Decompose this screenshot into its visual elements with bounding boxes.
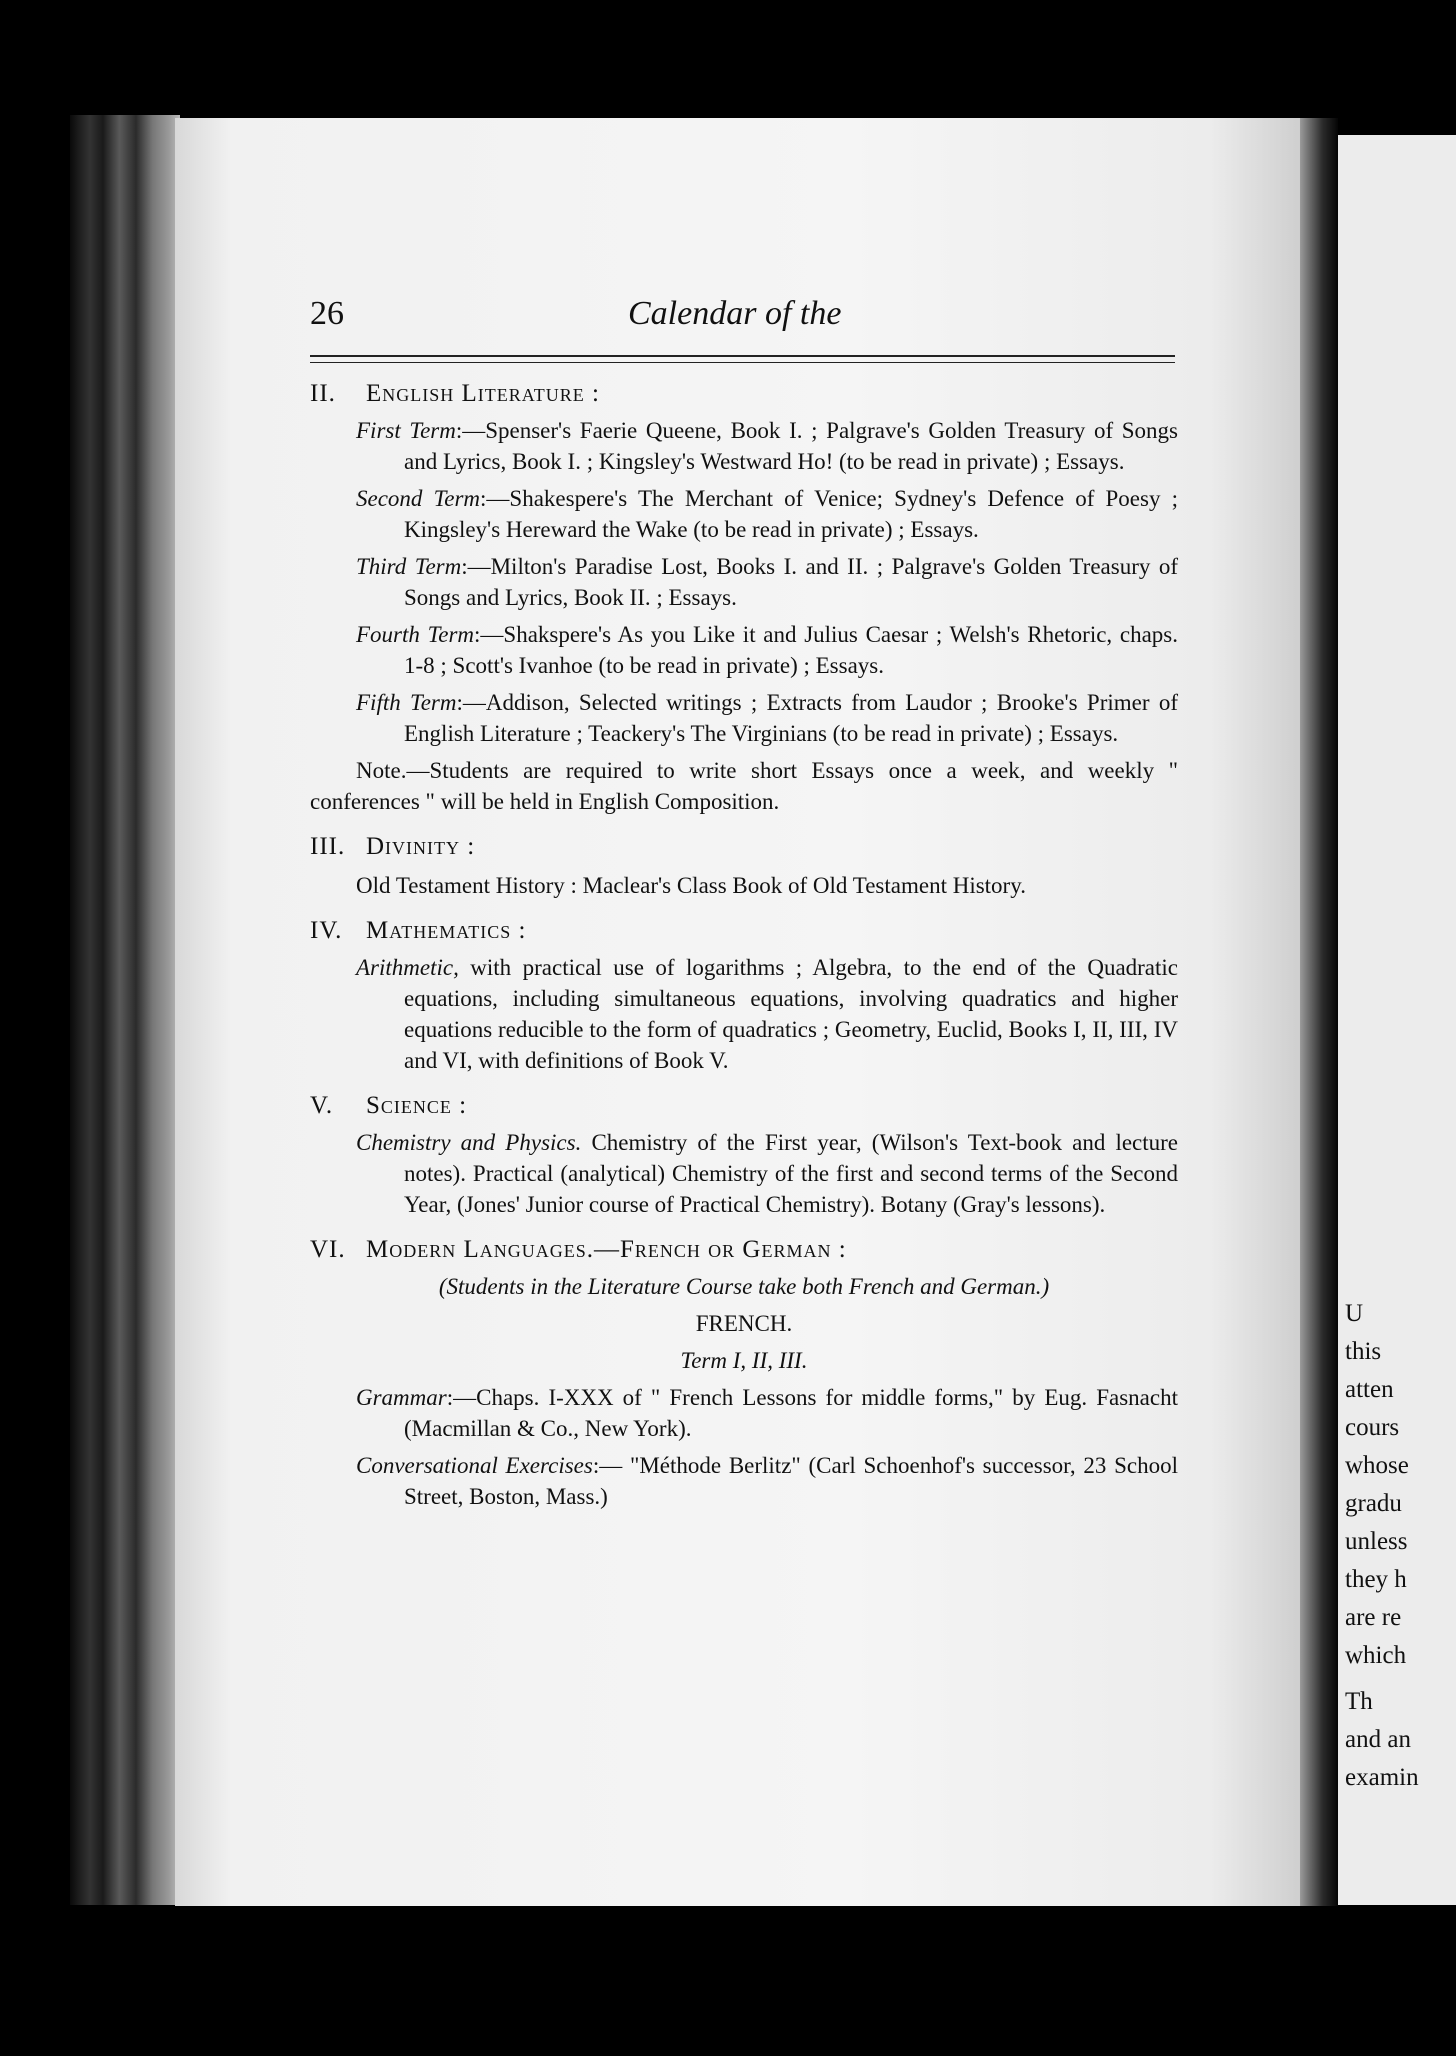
- french-conversational: Conversational Exercises:— "Méthode Berlitz" (Carl Schoenhof's successor, 23 School Street, Boston, Mass.): [356, 1453, 1178, 1509]
- right-page-fragment: are re: [1345, 1604, 1402, 1631]
- header-rule: [310, 355, 1175, 357]
- right-page-fragment: gradu: [1345, 1490, 1402, 1517]
- english-third-term: Third Term:—Milton's Paradise Lost, Books I. and II. ; Palgrave's Golden Treasury of Songs and Lyrics, Book II. ; Essays.: [356, 554, 1178, 610]
- french-grammar: Grammar:—Chaps. I-XXX of " French Lessons for middle forms," by Eug. Fasnacht (Macmillan & Co., New York).: [356, 1385, 1178, 1441]
- section-heading-divinity: III. Divinity :: [310, 833, 476, 860]
- right-page-fragment: cours: [1345, 1414, 1400, 1441]
- section-heading-english: II. English Literature :: [310, 380, 600, 407]
- page-header: [310, 295, 1180, 345]
- right-page-fragment: they h: [1345, 1566, 1407, 1593]
- french-term-heading: Term I, II, III.: [680, 1348, 808, 1373]
- page-body: [310, 378, 1178, 1512]
- page-number: 26: [310, 295, 344, 332]
- right-page-fragment: examin: [1345, 1764, 1419, 1791]
- science-text: Chemistry and Physics. Chemistry of the First year, (Wilson's Text-book and lecture notes). Practical (analytical) Chemistry of the first and second terms of the Second Year, (Jones' Junior course of Practical Chemistry). Botany (Gray's lessons).: [356, 1130, 1179, 1217]
- right-page-fragment: atten: [1345, 1376, 1394, 1403]
- right-page-fragment: which: [1345, 1642, 1407, 1669]
- right-page-fragment: this: [1345, 1338, 1382, 1365]
- english-first-term: First Term:—Spenser's Faerie Queene, Book I. ; Palgrave's Golden Treasury of Songs and Lyrics, Book I. ; Kingsley's Westward Ho! (to be read in private) ; Essays.: [356, 418, 1178, 474]
- english-note: Note.—Students are required to write short Essays once a week, and weekly " conferences " will be held in English Composition.: [310, 758, 1178, 814]
- running-title: Calendar of the: [628, 295, 842, 332]
- right-page-fragment: Th: [1345, 1688, 1373, 1715]
- section-heading-mathematics: IV. Mathematics :: [310, 917, 527, 944]
- french-heading: FRENCH.: [695, 1311, 793, 1336]
- section-heading-science: V. Science :: [310, 1092, 468, 1119]
- book-spine: [70, 115, 180, 1905]
- english-fourth-term: Fourth Term:—Shakspere's As you Like it and Julius Caesar ; Welsh's Rhetoric, chaps. 1-8 ; Scott's Ivanhoe (to be read in private) ; Essays.: [356, 622, 1179, 678]
- english-second-term: Second Term:—Shakespere's The Merchant of Venice; Sydney's Defence of Poesy ; Kingsley's Hereward the Wake (to be read in private) ; Essays.: [356, 486, 1178, 542]
- section-heading-languages: VI. Modern Languages.—French or German :: [310, 1236, 847, 1263]
- english-fifth-term: Fifth Term:—Addison, Selected writings ; Extracts from Laudor ; Brooke's Primer of English Literature ; Teackery's The Virginians (to be read in private) ; Essays.: [356, 690, 1178, 746]
- header-rule-thin: [310, 362, 1175, 363]
- right-page-fragment: and an: [1345, 1726, 1411, 1753]
- right-page-fragment: whose: [1345, 1452, 1409, 1479]
- right-page-fragment: unless: [1345, 1528, 1408, 1555]
- languages-students-note: (Students in the Literature Course take both French and German.): [438, 1274, 1050, 1299]
- divinity-text: Old Testament History : Maclear's Class Book of Old Testament History.: [356, 873, 1026, 898]
- mathematics-text: Arithmetic, with practical use of logarithms ; Algebra, to the end of the Quadratic equations, including simultaneous equations, involving quadratics and higher equations reducible to the form of quadratics ; Geometry, Euclid, Books I, II, III, IV and VI, with definitions of Book V.: [356, 955, 1179, 1073]
- book-gutter: [1300, 118, 1338, 1906]
- right-page-fragment: U: [1345, 1300, 1364, 1327]
